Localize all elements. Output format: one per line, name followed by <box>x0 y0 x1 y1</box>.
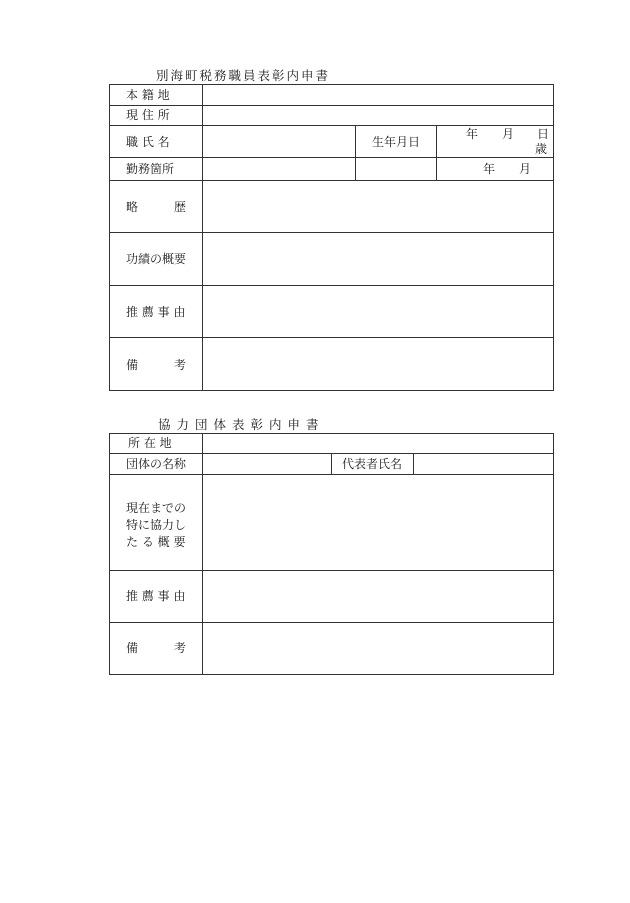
gaiyo-label: 現在までの 特に協力し た る 概 要 <box>126 501 187 549</box>
shozaichi-label: 所 在 地 <box>128 436 172 450</box>
birth-tsuki: 月 <box>502 127 515 141</box>
form1-row-line <box>109 337 554 338</box>
suisen-label: 推 薦 事 由 <box>126 305 186 319</box>
ryakureki-label: 略 歴 <box>126 200 187 214</box>
form1-table <box>109 84 554 391</box>
form1-title: 別海町税務職員表彰内申書 <box>156 68 331 83</box>
form1-col-line <box>355 125 356 180</box>
kinmu-nen: 年 <box>483 162 496 176</box>
seinengappi-label: 生年月日 <box>372 135 421 149</box>
form2-col-line <box>413 453 414 474</box>
form1-row-line <box>109 157 554 158</box>
form2-title: 協力団体表彰内申書 <box>158 417 325 432</box>
birth-nen: 年 <box>466 127 479 141</box>
form2-col-line <box>331 453 332 474</box>
genjusho-label: 現 住 所 <box>126 108 170 122</box>
form2-row-line <box>109 474 554 475</box>
form1-row-line <box>109 232 554 233</box>
form2-row-line <box>109 622 554 623</box>
form2-row-line <box>109 570 554 571</box>
dantai-meisho-label: 団体の名称 <box>126 457 187 471</box>
koseki-label: 功績の概要 <box>126 252 187 266</box>
daihyosha-label: 代表者氏名 <box>342 457 403 471</box>
kinmu-tsuki: 月 <box>519 162 532 176</box>
kinmu-label: 勤務箇所 <box>126 162 175 176</box>
form1-row-line <box>109 180 554 181</box>
suisen2-label: 推 薦 事 由 <box>126 589 186 603</box>
birth-sai: 歳 <box>535 142 548 156</box>
honseki-label: 本 籍 地 <box>126 88 170 102</box>
form1-row-line <box>109 125 554 126</box>
form1-row-line <box>109 285 554 286</box>
biko-label: 備 考 <box>126 358 187 372</box>
birth-hi: 日 <box>537 127 550 141</box>
form1-label-divider <box>202 84 203 391</box>
form1-col-line <box>436 125 437 180</box>
form2-label-divider <box>202 433 203 675</box>
shokushimei-label: 職 氏 名 <box>126 135 170 149</box>
biko2-label: 備 考 <box>126 641 187 655</box>
form1-row-line <box>109 105 554 106</box>
